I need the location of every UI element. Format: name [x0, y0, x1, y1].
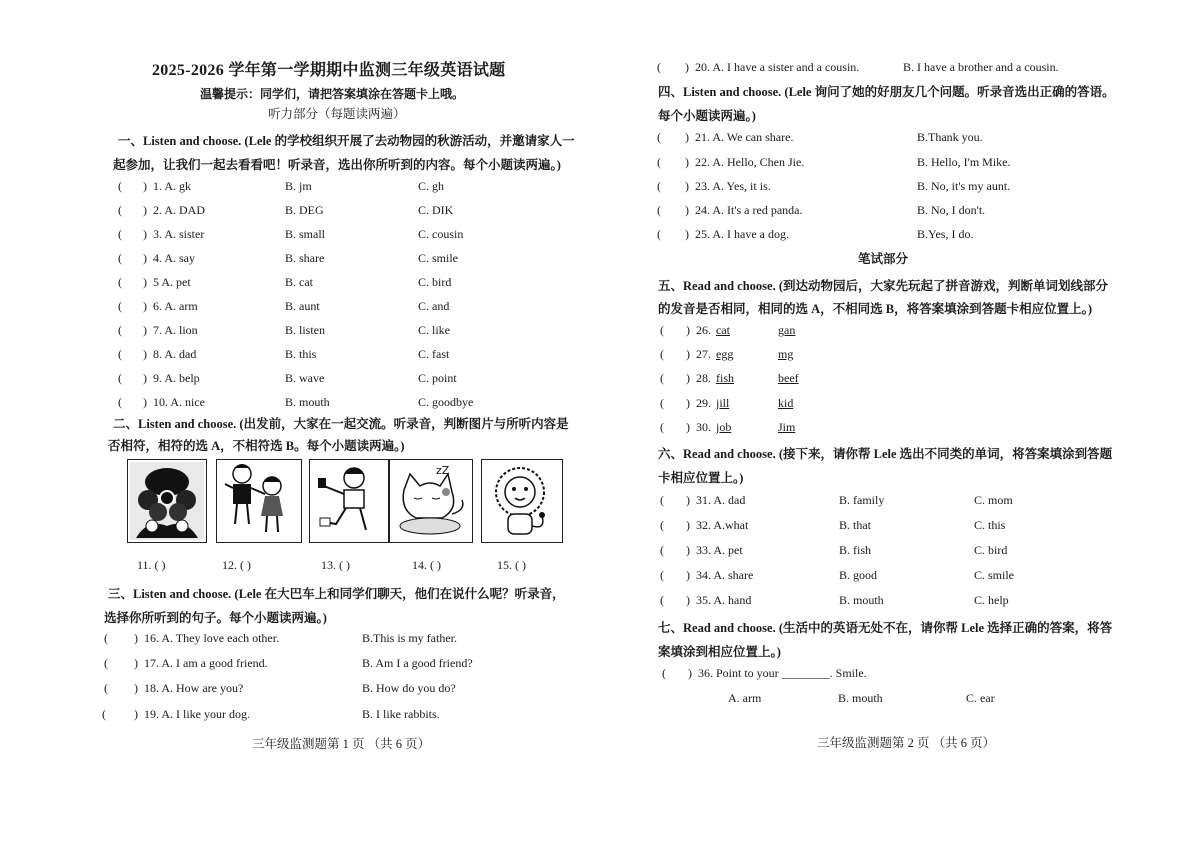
option-c: C. gh	[418, 179, 445, 193]
option-b: B. small	[285, 227, 326, 241]
option-b: B. cat	[285, 275, 313, 289]
bracket-close: )	[143, 203, 147, 217]
option-c: C. bird	[418, 275, 452, 289]
section6-instruction: 六、Read and choose. (接下来，请你帮 Lele 选出不同类的单词，将答案填涂到答题	[658, 447, 1113, 461]
answer-bracket[interactable]: (	[104, 681, 108, 695]
option-b: B. mouth	[285, 395, 330, 409]
bracket-close: )	[143, 347, 147, 361]
bracket-close: )	[143, 251, 147, 265]
option-c: C. smile	[418, 251, 459, 265]
bracket-close: )	[134, 656, 138, 670]
section2-instruction: 二、Listen and choose. (出发前，大家在一起交流。听录音，判断图片与所听内容是	[113, 417, 569, 431]
word-1: job	[716, 420, 732, 434]
section2-instruction-cont: 否相符，相符的选 A，不相符选 B。每个小题读两遍。)	[108, 439, 405, 453]
option-b: B. jm	[285, 179, 312, 193]
section3-instruction-cont: 选择你所听到的句子。每个小题读两遍。)	[104, 611, 327, 625]
answer-bracket[interactable]: (	[118, 275, 122, 289]
option-b: B.Yes, I do.	[917, 227, 974, 241]
option-c: C. cousin	[418, 227, 464, 241]
two-kids-icon	[217, 460, 301, 542]
option-b: B. family	[839, 493, 885, 507]
option-a: 4. A. say	[153, 251, 195, 265]
picture-two-kids	[216, 459, 302, 543]
option-a: A. arm	[728, 691, 762, 705]
question-text: 36. Point to your ________. Smile.	[698, 666, 867, 680]
bracket-close: )	[686, 396, 690, 410]
option-c: C. this	[974, 518, 1006, 532]
section4-instruction-cont: 每个小题读两遍。)	[658, 109, 756, 123]
bracket-close: )	[143, 395, 147, 409]
answer-bracket[interactable]: (	[657, 155, 661, 169]
option-b: B. that	[839, 518, 871, 532]
option-b: B. Hello, I'm Mike.	[917, 155, 1011, 169]
option-a: 25. A. I have a dog.	[695, 227, 789, 241]
answer-bracket[interactable]: (	[118, 299, 122, 313]
answer-bracket[interactable]: (	[118, 227, 122, 241]
exam-title: 2025-2026 学年第一学期期中监测三年级英语试题	[152, 62, 506, 79]
picture-family-group	[127, 459, 207, 543]
word-2: Jim	[778, 420, 796, 434]
answer-bracket[interactable]: (	[660, 518, 664, 532]
section5-instruction-cont: 的发音是否相同，相同的选 A，不相同选 B，将答案填涂到答题卡相应位置上。)	[658, 302, 1093, 316]
answer-bracket[interactable]: (	[660, 543, 664, 557]
option-a: 32. A.what	[696, 518, 749, 532]
option-c: C. DIK	[418, 203, 454, 217]
bracket-close: )	[686, 420, 690, 434]
section5-instruction: 五、Read and choose. (到达动物园后，大家先玩起了拼音游戏，判断单词划线部分	[658, 279, 1109, 293]
bracket-close: )	[686, 493, 690, 507]
option-a: 6. A. arm	[153, 299, 198, 313]
bracket-close: )	[685, 227, 689, 241]
page-footer-1: 三年级监测题第 1 页 （共 6 页）	[252, 737, 431, 751]
bracket-close: )	[134, 631, 138, 645]
answer-bracket[interactable]: (	[102, 707, 106, 721]
word-1: jill	[716, 396, 730, 410]
option-b: B. wave	[285, 371, 325, 385]
answer-bracket[interactable]: (	[118, 371, 122, 385]
option-b: B. DEG	[285, 203, 324, 217]
tip-text: 温馨提示：同学们，请把答案填涂在答题卡上哦。	[200, 87, 465, 101]
bracket-close: )	[686, 371, 690, 385]
word-2: kid	[778, 396, 794, 410]
question-number: 28.	[696, 371, 711, 385]
picture-kid-waving	[309, 459, 389, 543]
option-c: C. and	[418, 299, 450, 313]
page-footer-2: 三年级监测题第 2 页 （共 6 页）	[817, 736, 996, 750]
answer-bracket[interactable]: (	[660, 323, 664, 337]
option-a: 31. A. dad	[696, 493, 746, 507]
bracket-close: )	[143, 323, 147, 337]
option-b: B. Am I a good friend?	[362, 656, 473, 670]
picture-label-12[interactable]: 12. ( )	[222, 558, 251, 572]
option-b: B. good	[839, 568, 878, 582]
option-c: C. bird	[974, 543, 1008, 557]
option-a: 3. A. sister	[153, 227, 205, 241]
option-b: B. this	[285, 347, 317, 361]
option-c: C. help	[974, 593, 1009, 607]
option-a: 8. A. dad	[153, 347, 197, 361]
bracket-close: )	[143, 227, 147, 241]
option-b: B. aunt	[285, 299, 320, 313]
option-a: 20. A. I have a sister and a cousin.	[695, 60, 860, 74]
answer-bracket[interactable]: (	[118, 395, 122, 409]
section6-instruction-cont: 卡相应位置上。)	[658, 471, 744, 485]
section1-instruction-cont: 起参加，让我们一起去看看吧！听录音，选出你所听到的内容。每个小题读两遍。)	[113, 158, 561, 172]
option-b: B. I like rabbits.	[362, 707, 440, 721]
section7-instruction-cont: 案填涂到相应位置上。)	[658, 645, 781, 659]
bracket-close: )	[685, 155, 689, 169]
lion-icon	[482, 460, 562, 542]
option-b: B. fish	[839, 543, 872, 557]
bracket-close: )	[686, 323, 690, 337]
option-a: 10. A. nice	[153, 395, 205, 409]
picture-label-13[interactable]: 13. ( )	[321, 558, 350, 572]
option-b: B. No, it's my aunt.	[917, 179, 1011, 193]
picture-label-15[interactable]: 15. ( )	[497, 558, 526, 572]
question-number: 30.	[696, 420, 711, 434]
option-a: 5 A. pet	[153, 275, 191, 289]
answer-bracket[interactable]: (	[118, 347, 122, 361]
bracket-close: )	[686, 593, 690, 607]
picture-lion	[481, 459, 563, 543]
written-header: 笔试部分	[858, 252, 909, 266]
answer-bracket[interactable]: (	[657, 130, 661, 144]
listening-header: 听力部分（每题读两遍）	[268, 107, 406, 121]
answer-bracket[interactable]: (	[118, 203, 122, 217]
answer-bracket[interactable]: (	[118, 179, 122, 193]
bracket-close: )	[686, 518, 690, 532]
option-a: 21. A. We can share.	[695, 130, 794, 144]
answer-bracket[interactable]: (	[660, 420, 664, 434]
option-a: 18. A. How are you?	[144, 681, 244, 695]
option-b: B.This is my father.	[362, 631, 457, 645]
bracket-close: )	[685, 60, 689, 74]
option-c: C. goodbye	[418, 395, 474, 409]
sleeping-cat-icon	[390, 460, 472, 542]
answer-bracket[interactable]: (	[660, 568, 664, 582]
question-number: 29.	[696, 396, 711, 410]
option-b: B. mouth	[838, 691, 883, 705]
option-a: 9. A. belp	[153, 371, 200, 385]
bracket-close: )	[685, 203, 689, 217]
option-a: 35. A. hand	[696, 593, 752, 607]
answer-bracket[interactable]: (	[104, 656, 108, 670]
answer-bracket[interactable]: (	[657, 203, 661, 217]
word-2: gan	[778, 323, 796, 337]
option-a: 24. A. It's a red panda.	[695, 203, 803, 217]
bracket-close: )	[685, 130, 689, 144]
section4-instruction: 四、Listen and choose. (Lele 询问了她的好朋友几个问题。听录音选出正确的答语。	[658, 85, 1115, 99]
option-b: B. listen	[285, 323, 326, 337]
answer-bracket[interactable]: (	[660, 396, 664, 410]
question-number: 27.	[696, 347, 711, 361]
option-b: B. share	[285, 251, 325, 265]
answer-bracket[interactable]: (	[657, 227, 661, 241]
option-a: 2. A. DAD	[153, 203, 206, 217]
option-c: C. smile	[974, 568, 1015, 582]
option-a: 19. A. I like your dog.	[144, 707, 250, 721]
picture-label-11[interactable]: 11. ( )	[137, 558, 166, 572]
answer-bracket[interactable]: (	[660, 593, 664, 607]
bracket-close: )	[143, 179, 147, 193]
option-c: C. fast	[418, 347, 450, 361]
option-a: 33. A. pet	[696, 543, 743, 557]
sleep-z-text: zZ	[436, 464, 450, 477]
answer-bracket[interactable]: (	[662, 666, 666, 680]
kid-waving-icon	[310, 460, 388, 542]
bracket-close: )	[134, 707, 138, 721]
option-b: B. I have a brother and a cousin.	[903, 60, 1059, 74]
option-c: C. ear	[966, 691, 995, 705]
word-2: mg	[778, 347, 794, 361]
bracket-close: )	[686, 347, 690, 361]
word-1: egg	[716, 347, 734, 361]
word-2: beef	[778, 371, 799, 385]
bracket-close: )	[686, 543, 690, 557]
answer-bracket[interactable]: (	[657, 179, 661, 193]
option-b: B. How do you do?	[362, 681, 456, 695]
option-a: 16. A. They love each other.	[144, 631, 280, 645]
section7-instruction: 七、Read and choose. (生活中的英语无处不在，请你帮 Lele 选择正确的答案，将答	[658, 621, 1113, 635]
family-group-icon	[128, 460, 206, 542]
option-c: C. mom	[974, 493, 1013, 507]
question-number: 26.	[696, 323, 711, 337]
option-b: B.Thank you.	[917, 130, 983, 144]
bracket-close: )	[688, 666, 692, 680]
answer-bracket[interactable]: (	[118, 251, 122, 265]
option-b: B. No, I don't.	[917, 203, 986, 217]
answer-bracket[interactable]: (	[660, 493, 664, 507]
answer-bracket[interactable]: (	[660, 371, 664, 385]
bracket-close: )	[143, 275, 147, 289]
picture-sleeping-cat	[389, 459, 473, 543]
option-b: B. mouth	[839, 593, 884, 607]
bracket-close: )	[686, 568, 690, 582]
option-c: C. point	[418, 371, 457, 385]
section3-instruction: 三、Listen and choose. (Lele 在大巴车上和同学们聊天，他们在说什么呢？听录音，	[108, 587, 565, 601]
bracket-close: )	[685, 179, 689, 193]
option-a: 17. A. I am a good friend.	[144, 656, 268, 670]
answer-bracket[interactable]: (	[657, 60, 661, 74]
option-a: 22. A. Hello, Chen Jie.	[695, 155, 805, 169]
word-1: cat	[716, 323, 730, 337]
word-1: fish	[716, 371, 734, 385]
bracket-close: )	[134, 681, 138, 695]
option-c: C. like	[418, 323, 450, 337]
bracket-close: )	[143, 299, 147, 313]
answer-bracket[interactable]: (	[660, 347, 664, 361]
option-a: 7. A. lion	[153, 323, 198, 337]
option-a: 34. A. share	[696, 568, 754, 582]
option-a: 1. A. gk	[153, 179, 192, 193]
option-a: 23. A. Yes, it is.	[695, 179, 771, 193]
answer-bracket[interactable]: (	[118, 323, 122, 337]
bracket-close: )	[143, 371, 147, 385]
answer-bracket[interactable]: (	[104, 631, 108, 645]
section1-instruction: 一、Listen and choose. (Lele 的学校组织开展了去动物园的秋游活动，并邀请家人一	[118, 134, 575, 148]
picture-label-14[interactable]: 14. ( )	[412, 558, 441, 572]
